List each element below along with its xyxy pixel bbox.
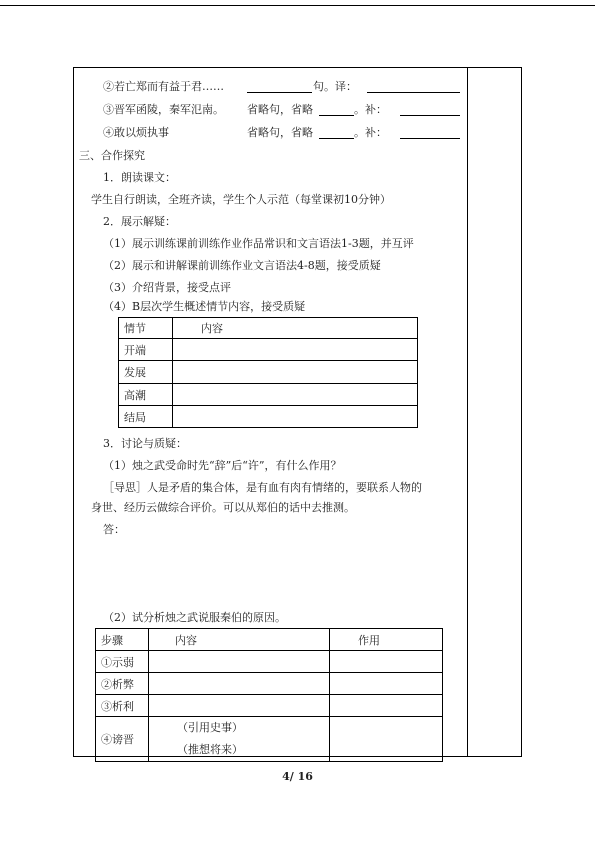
- step-effect-cell[interactable]: [330, 651, 443, 673]
- exercise-4-suffix: 。补：: [354, 126, 387, 139]
- step-label: ④谤晋: [96, 717, 149, 762]
- steps-header-effect: 作用: [330, 629, 443, 651]
- exercise-3-mid: 省略句，省略: [247, 103, 313, 116]
- item-2-heading: 2．展示解疑：: [103, 215, 176, 228]
- step-content-line: （引用史事）: [177, 721, 243, 734]
- exercise-3-text: ③晋军函陵，秦军氾南。: [103, 103, 224, 116]
- item-1-text: 学生自行朗读，全班齐读，学生个人示范（每堂课初10分钟）: [91, 193, 391, 206]
- sub-item-4: （4）B层次学生概述情节内容，接受质疑: [103, 300, 306, 313]
- exercise-3-blank-1[interactable]: [319, 115, 354, 116]
- plot-table-header-stage: 情节: [119, 318, 173, 339]
- step-content-cell[interactable]: [149, 717, 330, 762]
- step-effect-cell[interactable]: [330, 717, 443, 762]
- step-label: ③析利: [96, 695, 149, 717]
- plot-table: [118, 317, 418, 428]
- guide-text-line-2: 身世、经历云做综合评价。可以从郑伯的话中去推测。: [91, 501, 355, 514]
- exercise-2-blank-2[interactable]: [367, 92, 460, 93]
- column-divider: [467, 67, 468, 757]
- steps-header-content: 内容: [149, 629, 330, 651]
- steps-table: [95, 628, 443, 762]
- exercise-2-blank-1[interactable]: [247, 92, 312, 93]
- plot-stage-label: 开端: [119, 339, 173, 361]
- guide-text-line-1: ［导思］人是矛盾的集合体，是有血有肉有情绪的，要联系人物的: [103, 481, 422, 494]
- step-effect-cell[interactable]: [330, 673, 443, 695]
- plot-table-header-content: 内容: [173, 318, 418, 339]
- sub-item-3: （3）介绍背景，接受点评: [103, 281, 231, 294]
- exercise-2-suffix: 句。译：: [313, 80, 357, 93]
- plot-stage-label: 高潮: [119, 384, 173, 406]
- item-3-heading: 3．讨论与质疑：: [103, 437, 187, 450]
- step-content-line: （推想将来）: [177, 743, 243, 756]
- plot-content-cell[interactable]: [173, 339, 418, 361]
- step-label: ②析弊: [96, 673, 149, 695]
- step-label: ①示弱: [96, 651, 149, 673]
- top-rule: [0, 5, 595, 6]
- exercise-2-text: ②若亡郑而有益于君……: [103, 80, 224, 93]
- exercise-4-blank-1[interactable]: [319, 138, 354, 139]
- item-1-heading: 1．朗读课文：: [103, 171, 176, 184]
- exercise-3-blank-2[interactable]: [400, 115, 460, 116]
- step-content-cell[interactable]: [149, 673, 330, 695]
- sub-item-1: （1）展示训练课前训练作业作品常识和文言语法1-3题，并互评: [103, 237, 414, 250]
- page-number: 4/ 16: [282, 770, 313, 783]
- plot-content-cell[interactable]: [173, 384, 418, 406]
- sub-item-2: （2）展示和讲解课前训练作业文言语法4-8题，接受质疑: [103, 259, 381, 272]
- exercise-4-mid: 省略句，省略: [247, 126, 313, 139]
- step-content-cell[interactable]: [149, 695, 330, 717]
- exercise-4-blank-2[interactable]: [400, 138, 460, 139]
- question-2: （2）试分析烛之武说服秦伯的原因。: [103, 611, 286, 624]
- steps-header-step: 步骤: [96, 629, 149, 651]
- answer-label: 答：: [103, 523, 125, 536]
- plot-content-cell[interactable]: [173, 406, 418, 428]
- step-effect-cell[interactable]: [330, 695, 443, 717]
- exercise-4-text: ④敢以烦执事: [103, 126, 169, 139]
- exercise-3-suffix: 。补：: [354, 103, 387, 116]
- plot-content-cell[interactable]: [173, 361, 418, 384]
- question-1: （1）烛之武受命时先“辞”后“许”，有什么作用？: [103, 459, 342, 472]
- plot-stage-label: 结局: [119, 406, 173, 428]
- section-heading: 三、合作探究: [79, 149, 145, 162]
- plot-stage-label: 发展: [119, 361, 173, 384]
- step-content-cell[interactable]: [149, 651, 330, 673]
